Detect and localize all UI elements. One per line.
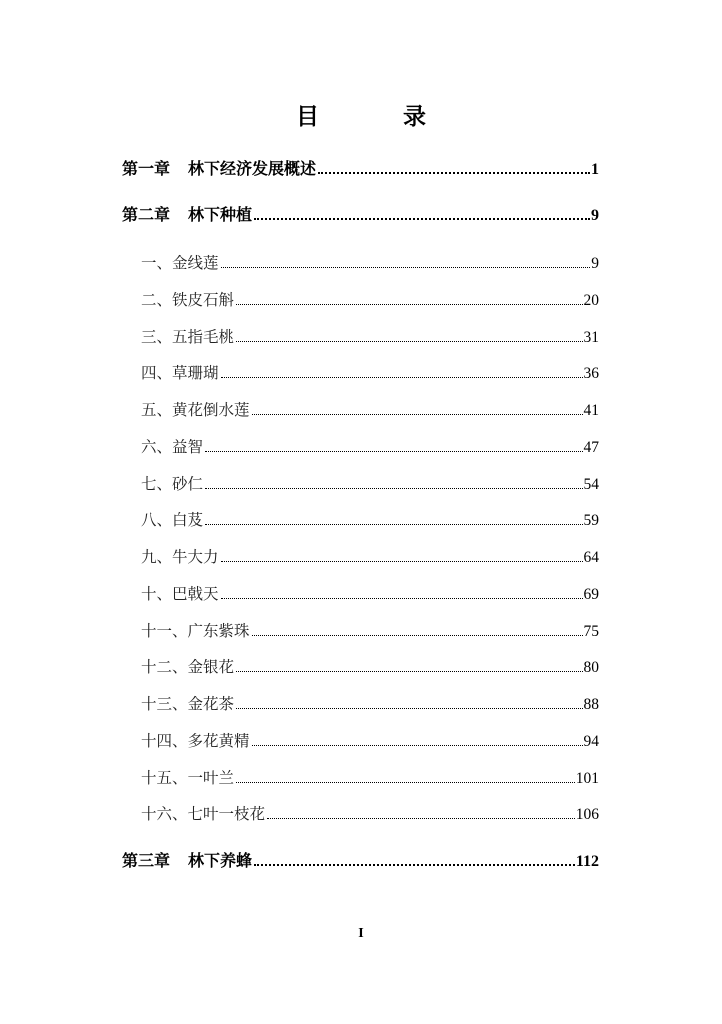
toc-section-entry[interactable] (141, 435, 599, 457)
section-page: 31 (583, 328, 599, 346)
toc-section-entry[interactable] (141, 619, 599, 641)
chapter-number: 第二章 (122, 205, 171, 224)
toc-section-entry[interactable] (141, 508, 599, 530)
chapter-title: 林下经济发展概述 (188, 159, 317, 178)
section-title: 十、巴戟天 (141, 584, 219, 603)
dot-leader (236, 708, 582, 709)
section-page: 106 (575, 806, 599, 824)
section-page: 101 (575, 769, 599, 787)
chapter-page: 9 (591, 207, 599, 224)
section-page: 36 (583, 365, 599, 383)
chapter-number: 第三章 (122, 851, 171, 870)
section-page: 75 (583, 622, 599, 640)
section-page: 47 (583, 438, 599, 456)
toc-section-entry[interactable] (141, 729, 599, 751)
section-title: 二、铁皮石斛 (141, 290, 235, 309)
section-page: 64 (583, 549, 599, 566)
dot-leader (318, 172, 590, 174)
toc-section-entry[interactable] (141, 472, 599, 494)
toc-section-entry[interactable] (141, 802, 599, 824)
section-title: 十三、金花茶 (141, 695, 235, 713)
toc-chapter-entry[interactable] (122, 848, 599, 870)
chapter-page: 112 (575, 853, 599, 870)
section-title: 七、砂仁 (141, 474, 204, 493)
section-title: 一、金线莲 (141, 254, 219, 272)
toc-section-entry[interactable] (141, 398, 599, 420)
section-page: 20 (583, 291, 599, 309)
section-title: 十四、多花黄精 (141, 731, 250, 750)
section-title: 八、白芨 (141, 511, 204, 530)
toc-section-entry[interactable] (141, 325, 599, 347)
chapter-title: 林下种植 (188, 205, 253, 224)
dot-leader (252, 414, 583, 415)
dot-leader (254, 218, 590, 220)
section-title: 十二、金银花 (141, 658, 235, 677)
section-title: 五、黄花倒水莲 (141, 401, 250, 419)
dot-leader (236, 782, 575, 783)
section-page: 54 (583, 475, 599, 493)
toc-section-entry[interactable] (141, 655, 599, 677)
dot-leader (205, 488, 582, 489)
section-title: 十六、七叶一枝花 (141, 805, 266, 824)
section-page: 59 (583, 512, 599, 530)
section-page: 94 (583, 732, 599, 750)
dot-leader (236, 671, 582, 672)
section-title: 四、草珊瑚 (141, 364, 219, 383)
chapter-number: 第一章 (122, 159, 171, 178)
section-title: 十一、广东紫珠 (141, 621, 250, 640)
toc-section-entry[interactable] (141, 251, 599, 273)
toc-title: 目 录 (295, 104, 464, 130)
toc-section-entry[interactable] (141, 582, 599, 604)
page-number: I (358, 926, 364, 941)
section-title: 九、牛大力 (141, 548, 219, 566)
chapter-page: 1 (591, 161, 599, 178)
dot-leader (252, 745, 583, 746)
toc-chapter-entry[interactable] (122, 156, 599, 178)
toc-chapter-entry[interactable] (122, 202, 599, 224)
section-page: 88 (583, 696, 599, 713)
dot-leader (205, 451, 582, 452)
dot-leader (236, 341, 582, 342)
section-page: 69 (583, 585, 599, 603)
section-page: 80 (583, 659, 599, 677)
section-title: 三、五指毛桃 (141, 327, 235, 346)
dot-leader (221, 598, 583, 599)
dot-leader (205, 524, 582, 525)
dot-leader (221, 267, 591, 268)
section-title: 六、益智 (141, 437, 204, 456)
section-title: 十五、一叶兰 (141, 768, 235, 787)
toc-section-entry[interactable] (141, 361, 599, 383)
section-page: 41 (583, 402, 599, 419)
dot-leader (221, 561, 583, 562)
dot-leader (267, 818, 575, 819)
toc-section-entry[interactable] (141, 766, 599, 788)
toc-section-entry[interactable] (141, 545, 599, 567)
dot-leader (254, 864, 575, 866)
dot-leader (221, 377, 583, 378)
toc-section-entry[interactable] (141, 692, 599, 714)
dot-leader (252, 635, 583, 636)
chapter-title: 林下养蜂 (188, 851, 253, 870)
toc-section-entry[interactable] (141, 288, 599, 310)
section-page: 9 (591, 255, 599, 272)
dot-leader (236, 304, 582, 305)
